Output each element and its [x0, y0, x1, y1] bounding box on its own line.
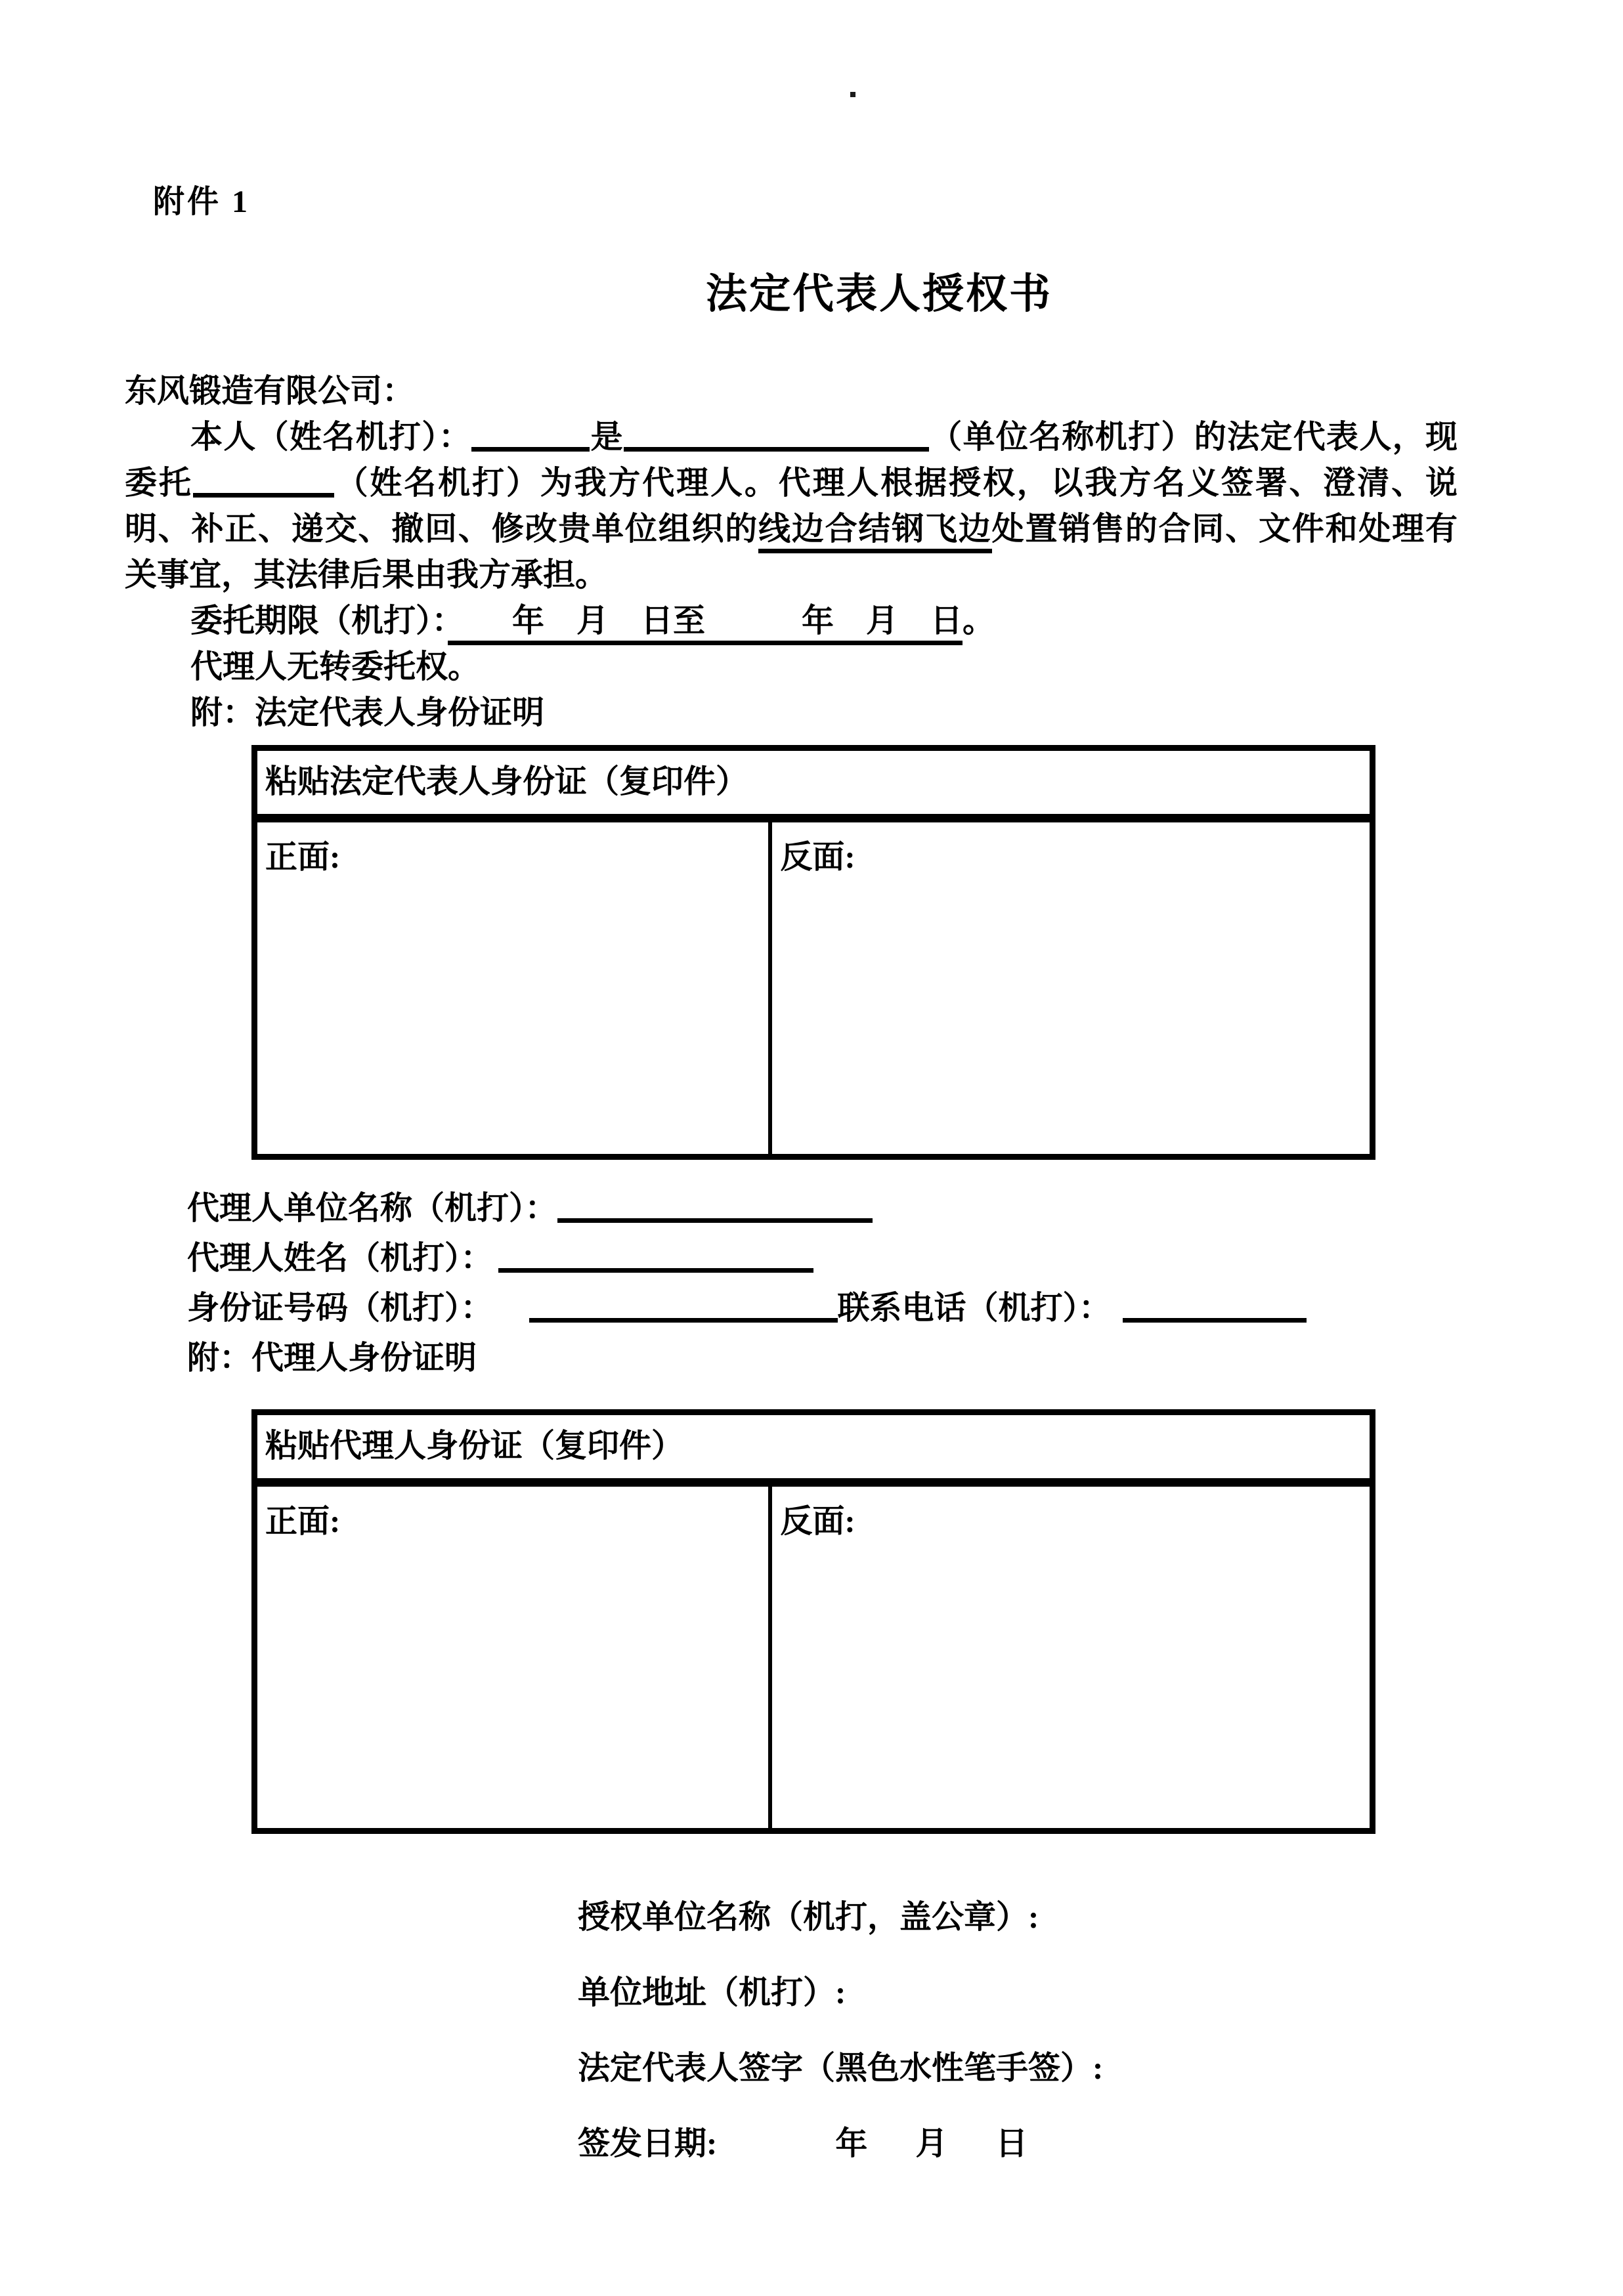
agent-info-fields — [187, 1183, 1458, 1383]
text-segment: 。 — [963, 603, 995, 639]
agent-company-line — [187, 1183, 1458, 1233]
org-address-line: 单位地址（机打）: — [578, 1974, 846, 2010]
front-label: 正面: — [265, 839, 341, 875]
paragraph-line-2 — [125, 460, 1458, 506]
agent-table-header: 粘贴代理人身份证（复印件） — [257, 1415, 1370, 1487]
commission-period-label: 委托期限（机打）： — [190, 603, 448, 639]
text-segment: （单位名称机打）的法定代表人，现 — [928, 419, 1458, 455]
blank-agent-id-field — [529, 1286, 838, 1323]
issue-date-line — [578, 2126, 1458, 2161]
text-segment: （姓名机打）为我方代理人。代理人根据授权，以我方名义签署、澄清、说 — [334, 465, 1458, 501]
paragraph-line-1 — [125, 414, 1458, 460]
paragraph-line-4: 关事宜，其法律后果由我方承担。 — [125, 557, 608, 593]
rep-id-attachment-note: 附：法定代表人身份证明 — [190, 694, 545, 731]
blank-legal-rep-name — [471, 415, 590, 452]
agent-table-body — [257, 1487, 1370, 1828]
text-segment: 处置销售的合同、文件和处理有 — [991, 511, 1458, 547]
blank-agent-company-field — [557, 1187, 873, 1223]
text-segment: 本人（姓名机打）： — [190, 419, 472, 455]
issue-date-ymd: 年 月 日 — [835, 2125, 1036, 2161]
blank-agent-name-field — [498, 1237, 813, 1273]
attachment-label: 附件 1 — [153, 184, 251, 219]
agent-name-label: 代理人姓名（机打）： — [187, 1240, 493, 1276]
signature-block — [578, 1900, 1458, 2161]
agent-id-phone-line — [187, 1283, 1458, 1333]
agent-id-attachment-note: 附：代理人身份证明 — [187, 1340, 477, 1376]
paragraph-line-3 — [125, 506, 1458, 552]
authorization-paragraph — [125, 414, 1458, 736]
agent-name-line — [187, 1233, 1458, 1283]
agent-phone-label: 联系电话（机打）： — [837, 1290, 1112, 1326]
table-paste-rep-id — [251, 745, 1375, 1160]
rep-id-front-cell — [257, 822, 772, 1154]
commission-period-line — [125, 598, 1458, 644]
underline-steel-flash-phrase: 线边合结钢飞边 — [758, 511, 992, 553]
scan-speck — [850, 92, 855, 97]
text-segment: 委托 — [125, 465, 193, 501]
blank-commission-date-range: 年 月 日至 年 月 日 — [448, 603, 963, 645]
no-subdelegation-line: 代理人无转委托权。 — [190, 648, 481, 685]
back-label: 反面: — [780, 839, 855, 875]
agent-id-front-cell — [257, 1487, 772, 1828]
rep-signature-line: 法定代表人签字（黑色水性笔手签）: — [578, 2050, 1104, 2086]
blank-agent-name-inline — [193, 461, 334, 498]
authorizing-org-line: 授权单位名称（机打，盖公章）: — [578, 1899, 1039, 1935]
rep-table-body — [257, 822, 1370, 1154]
rep-id-back-cell — [772, 822, 1370, 1154]
text-segment: 明、补正、递交、撤回、修改贵单位组织的 — [125, 511, 759, 547]
salutation: 东风锻造有限公司： — [125, 373, 415, 409]
issue-date-label: 签发日期: — [578, 2125, 718, 2161]
agent-id-label: 身份证号码（机打）： — [187, 1290, 493, 1326]
blank-principal-company-name — [624, 415, 929, 452]
agent-id-back-cell — [772, 1487, 1370, 1828]
back-label: 反面: — [780, 1503, 855, 1539]
blank-agent-phone-field — [1123, 1286, 1307, 1323]
front-label: 正面: — [265, 1503, 341, 1539]
text-segment: 是 — [590, 419, 624, 455]
page-title: 法定代表人授权书 — [706, 271, 1052, 317]
rep-table-header: 粘贴法定代表人身份证（复印件） — [257, 751, 1370, 822]
table-paste-agent-id — [251, 1409, 1375, 1834]
agent-company-label: 代理人单位名称（机打）： — [187, 1190, 557, 1226]
